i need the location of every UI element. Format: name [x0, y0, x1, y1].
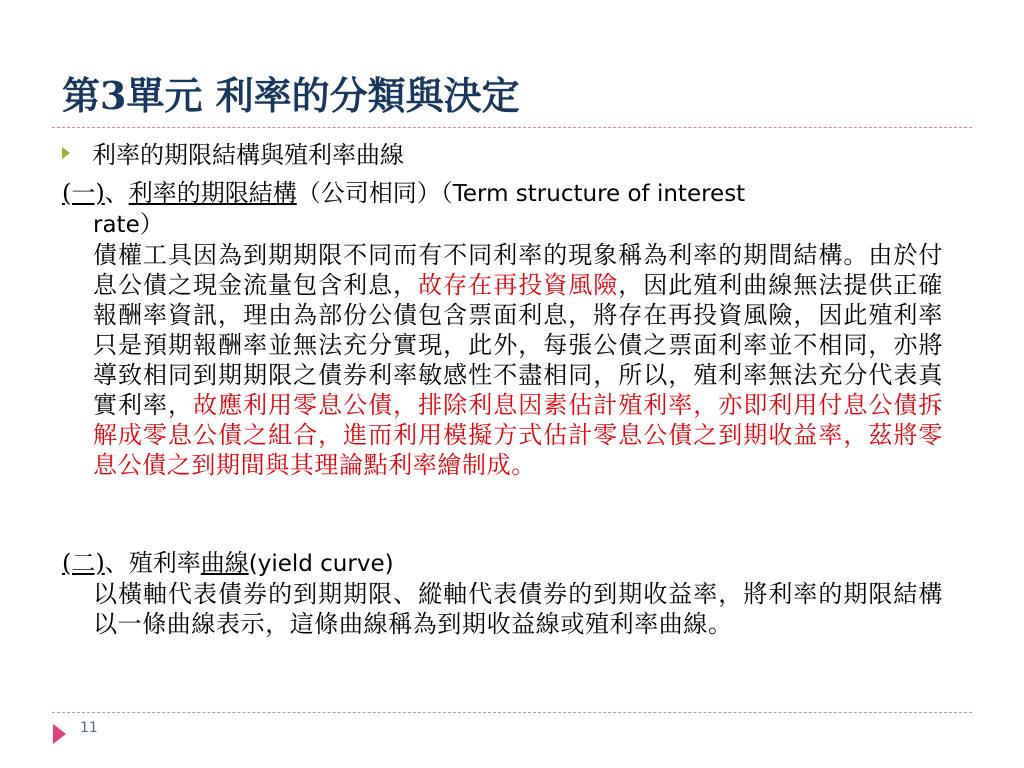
- section1-separator: 、: [104, 179, 129, 207]
- section2-english: (yield curve): [248, 551, 394, 577]
- section1-body-text-1: 債權工具因為到期期限不同而有不同利率的現象稱為利率的期間結構。由於付息公債之現金流量包含利息，: [93, 241, 943, 299]
- section2-body: 以橫軸代表債券的到期期限、縱軸代表債券的到期收益率，將利率的期限結構以一條曲線表示，這條曲線稱為到期收益線或殖利率曲線。: [93, 580, 943, 638]
- section2-heading: [62, 548, 942, 579]
- section1-title: 利率的期限結構: [128, 179, 297, 207]
- section1-english: Term structure of interest: [452, 181, 746, 207]
- section1-heading-cont: [62, 209, 942, 240]
- page-number: 11: [80, 720, 98, 736]
- section2-separator: 、: [104, 549, 129, 577]
- bullet-arrow-icon: [62, 147, 70, 159]
- section1-heading: [62, 178, 942, 209]
- title-divider: [52, 127, 972, 128]
- section1-close: ）: [139, 210, 164, 238]
- section2-title-b: 曲線: [200, 549, 249, 577]
- section1-body-highlight-1: 故存在再投資風險: [418, 271, 619, 299]
- section1-body-text-2: ，因此殖利曲線無法提供正確報酬率資訊，理由為部份公債包含票面利息，將存在再投資風險，因此殖利率只是預期報酬率並無法充分實現，此外，每張公債之票面利率並不相同，亦將導致相同到期期限之債券利率敏感性不盡相同，所以，殖利率無法充分代表真實利率，: [93, 271, 943, 419]
- section-term-structure: [62, 178, 942, 480]
- footer-triangle-icon: [53, 724, 66, 744]
- footer-divider: [52, 712, 972, 713]
- section-yield-curve: [62, 548, 942, 639]
- section1-body-highlight-2: 故應利用零息公債，排除利息因素估計殖利率，亦即利用付息公債拆解成零息公債之組合，進而利用模擬方式估計零息公債之到期收益率，茲將零息公債之到期間與其理論點利率繪制成。: [93, 391, 944, 479]
- section1-body: [62, 240, 943, 480]
- section2-title-a: 殖利率: [128, 549, 201, 577]
- section1-english-cont: rate: [93, 212, 140, 238]
- bullet-text: 利率的期限結構與殖利率曲線: [92, 141, 404, 169]
- bullet-item: [62, 140, 404, 170]
- section1-number: (一): [62, 179, 105, 207]
- section1-note: （公司相同）（: [296, 179, 453, 207]
- section2-number: (二): [62, 549, 105, 577]
- slide-title: 第3單元 利率的分類與決定: [62, 73, 520, 118]
